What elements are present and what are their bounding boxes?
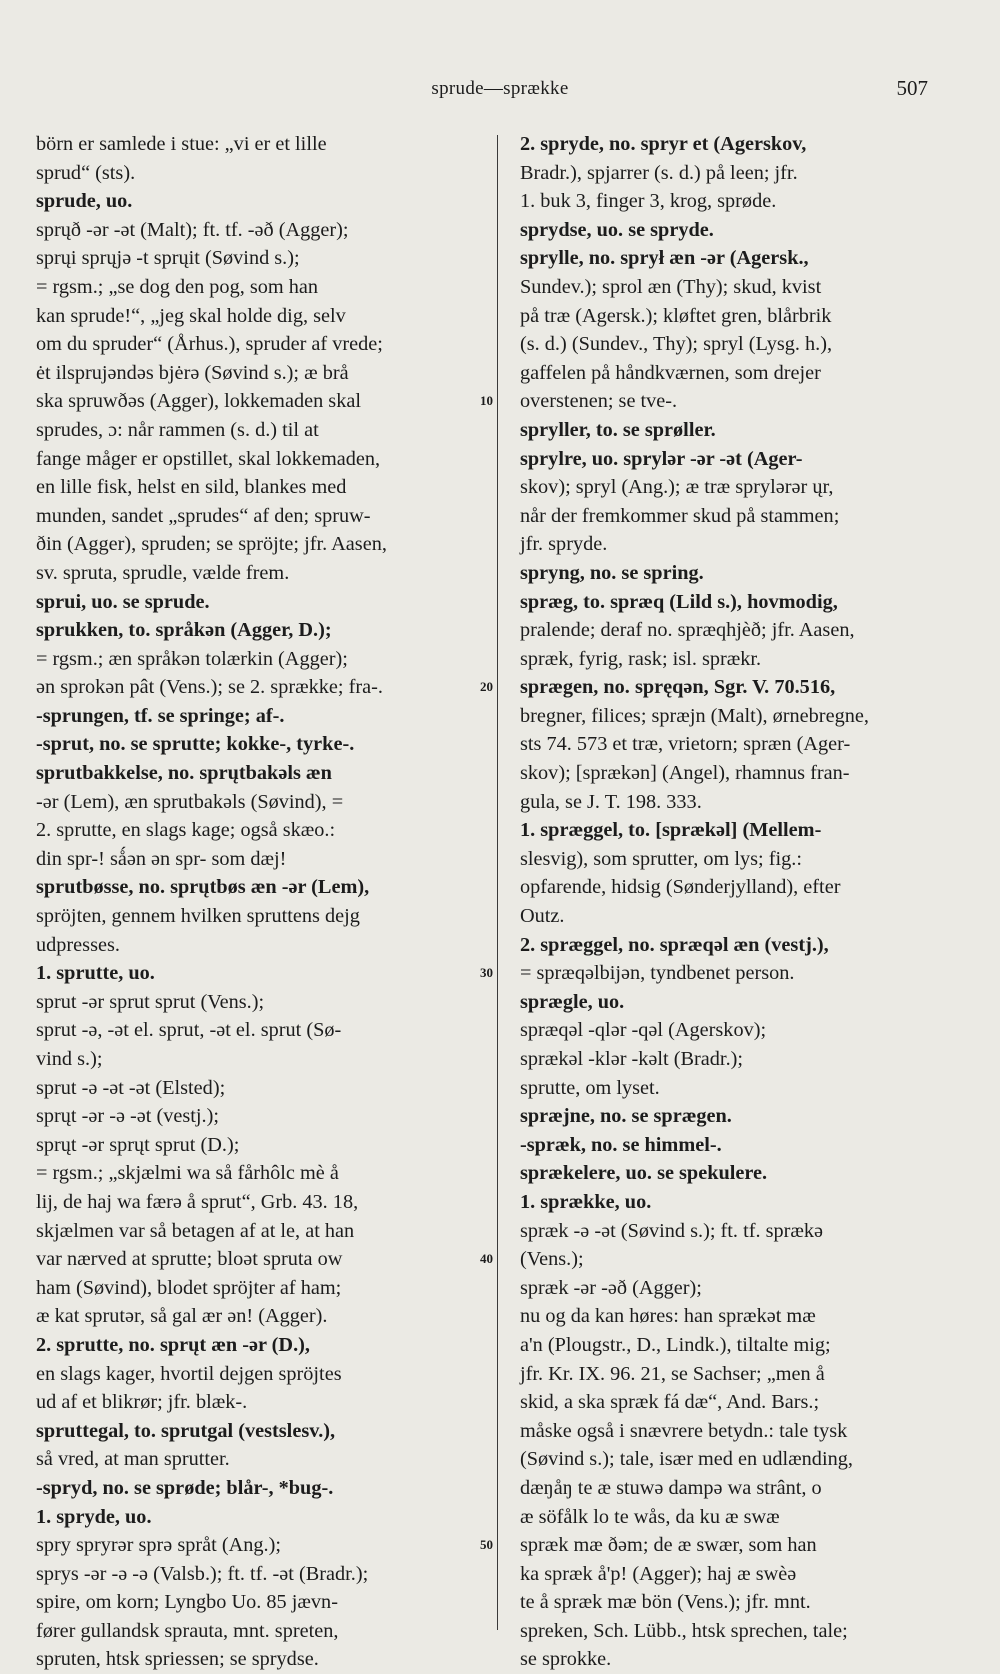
text-line: sprud“ (sts). (36, 161, 136, 184)
text-line: spræk -ər -əð (Agger); (520, 1276, 702, 1299)
text-line: spreken, Sch. Lübb., htsk sprechen, tale; (520, 1619, 848, 1642)
text-line: gula, se J. T. 198. 333. (520, 790, 702, 813)
text-line: spry spryrər sprə språt (Ang.); (36, 1534, 281, 1557)
text-line: spræg, to. spræq (Lild s.), hovmodig, (520, 590, 838, 613)
text-line: spræqəl -qlər -qəl (Agerskov); (520, 1019, 767, 1042)
line-number: 10 (480, 393, 493, 409)
text-line: sprækelere, uo. se spekulere. (520, 1162, 768, 1185)
text-line: Bradr.), spjarrer (s. d.) på leen; jfr. (520, 161, 798, 184)
text-line: sprydse, uo. se spryde. (520, 218, 714, 241)
text-line: sprųt -ər sprųt sprut (D.); (36, 1133, 240, 1156)
text-line: dæŋåŋ te æ stuwə dampə wa strânt, o (520, 1476, 822, 1499)
text-line: en slags kager, hvortil dejgen spröjtes (36, 1362, 342, 1385)
text-line: spræk mæ ðəm; de æ swær, som han (520, 1534, 817, 1557)
text-line: 2. spryde, no. spryr et (Agerskov, (520, 133, 807, 155)
text-line: sprudes, ɔ: når rammen (s. d.) til at (36, 418, 319, 441)
text-line: Outz. (520, 905, 565, 928)
text-line: sprækəl -klər -kəlt (Bradr.); (520, 1048, 744, 1070)
line-number: 20 (480, 679, 493, 695)
text-line: ud af et blikrør; jfr. blæk-. (36, 1391, 248, 1414)
text-line: = spræqəlbijən, tyndbenet person. (520, 962, 795, 985)
line-number: 30 (480, 965, 493, 981)
text-line: skov); spryl (Ang.); æ træ sprylərər ųr, (520, 476, 834, 499)
left-column (36, 130, 481, 1674)
text-line: sprukken, to. språkən (Agger, D.); (36, 619, 332, 642)
text-line: a'n (Plougstr., D., Lindk.), tiltalte mig; (520, 1333, 831, 1356)
text-line: -spryd, no. se sprøde; blår-, *bug-. (36, 1476, 334, 1499)
page-number: 507 (896, 76, 928, 100)
text-line: sprutbakkelse, no. sprųtbakəls æn (36, 762, 332, 785)
text-line: overstenen; se tve-. (520, 390, 678, 413)
text-line: slesvig), som sprutter, om lys; fig.: (520, 847, 802, 870)
text-line: ska spruwðəs (Agger), lokkemaden skal (36, 390, 361, 413)
text-line: sprut -ə, -ət el. sprut, -ət el. sprut (Sø- (36, 1019, 342, 1042)
text-line: skjælmen var så betagen af at le, at han (36, 1219, 355, 1242)
text-line: = rgsm.; æn språkən tolærkin (Agger); (36, 647, 348, 670)
text-line: spruten, htsk spriessen; se sprydse. (36, 1648, 319, 1671)
text-line: spræk -ə -ət (Søvind s.); ft. tf. sprækə (520, 1219, 824, 1242)
text-line: æ kat sprutər, så gal ær ən! (Agger). (36, 1305, 328, 1328)
text-line: udpresses. (36, 933, 120, 956)
line-number: 40 (480, 1251, 493, 1267)
text-line: sprægen, no. spręqən, Sgr. V. 70.516, (520, 676, 836, 699)
text-line: börn er samlede i stue: „vi er et lille (36, 133, 327, 155)
text-line: ham (Søvind), blodet spröjter af ham; (36, 1276, 342, 1299)
text-line: sprylle, no. sprył æn -ər (Agersk., (520, 247, 809, 270)
text-line: æ söfålk lo te wås, da ku æ swæ (520, 1505, 780, 1528)
text-line: sprut -ər sprut sprut (Vens.); (36, 990, 265, 1013)
text-line: ėt ilsprujəndəs bjėrə (Søvind s.); æ brå (36, 361, 349, 384)
text-line: spryller, to. se sprøller. (520, 418, 716, 441)
text-line: 2. spræggel, no. spræqəl æn (vestj.), (520, 933, 829, 956)
text-line: sprude, uo. (36, 190, 133, 213)
text-line: spröjten, gennem hvilken spruttens dejg (36, 905, 360, 928)
text-line: skid, a ska spræk fá dæ“, And. Bars.; (520, 1391, 820, 1414)
text-line: pralende; deraf no. spræqhjèð; jfr. Aasen, (520, 619, 855, 642)
text-line: 1. sprække, uo. (520, 1190, 652, 1213)
text-line: så vred, at man sprutter. (36, 1448, 230, 1471)
text-line: ən sprokən pât (Vens.); se 2. sprække; fra-. (36, 676, 383, 699)
text-line: (Søvind s.); tale, især med en udlænding, (520, 1448, 853, 1471)
text-line: måske også i snævrere betydn.: tale tysk (520, 1419, 848, 1442)
text-line: Sundev.); sprol æn (Thy); skud, kvist (520, 275, 822, 298)
text-line: (s. d.) (Sundev., Thy); spryl (Lysg. h.), (520, 333, 833, 356)
text-line: 1. spræggel, to. [sprækəl] (Mellem- (520, 819, 822, 842)
text-line: sprægle, uo. (520, 990, 625, 1013)
text-line: på træ (Agersk.); kløftet gren, blårbrik (520, 304, 832, 327)
text-line: sv. spruta, sprudle, vælde frem. (36, 561, 290, 584)
text-line: om du spruder“ (Århus.), spruder af vrede; (36, 333, 383, 356)
text-line: -ər (Lem), æn sprutbakəls (Søvind), = (36, 790, 344, 813)
text-line: 1. buk 3, finger 3, krog, sprøde. (520, 190, 777, 213)
text-line: te å spræk mæ bön (Vens.); jfr. mnt. (520, 1591, 811, 1614)
text-line: din spr-! sǻən ən spr- som dæj! (36, 847, 287, 870)
text-line: sprųt -ər -ə -ət (vestj.); (36, 1105, 220, 1128)
text-line: ðin (Agger), spruden; se spröjte; jfr. Aasen, (36, 533, 387, 556)
text-line: spruttegal, to. sprutgal (vestslesv.), (36, 1419, 336, 1442)
text-line: vind s.); (36, 1048, 103, 1070)
text-line: sprut -ə -ət -ət (Elsted); (36, 1076, 226, 1099)
text-line: en lille fisk, helst en sild, blankes med (36, 476, 347, 499)
text-line: spryng, no. se spring. (520, 561, 704, 584)
line-number: 50 (480, 1537, 493, 1553)
text-line: når der fremkommer skud på stammen; (520, 504, 840, 527)
text-line: sprylre, uo. sprylər -ər -ət (Ager- (520, 447, 803, 470)
text-line: jfr. Kr. IX. 96. 21, se Sachser; „men å (520, 1362, 825, 1385)
running-head: sprude—sprække (431, 78, 569, 99)
text-line: 1. spryde, uo. (36, 1505, 152, 1528)
text-line: 2. sprutte, no. sprųt æn -ər (D.), (36, 1333, 310, 1356)
text-line: -sprungen, tf. se springe; af-. (36, 704, 285, 727)
text-line: sprutbøsse, no. sprųtbøs æn -ər (Lem), (36, 876, 370, 899)
text-line: sprųi sprųjə -t sprųit (Søvind s.); (36, 247, 300, 270)
text-line: fange måger er opstillet, skal lokkemaden, (36, 447, 381, 470)
column-divider (497, 135, 498, 1630)
text-line: bregner, filices; spræjn (Malt), ørnebregne, (520, 704, 869, 727)
text-line: opfarende, hidsig (Sønderjylland), efter (520, 876, 841, 899)
text-line: nu og da kan høres: han sprækət mæ (520, 1305, 816, 1328)
text-line: = rgsm.; „skjælmi wa så fårhôlc mè å (36, 1162, 339, 1185)
text-line: var nærved at sprutte; bloət spruta ow (36, 1248, 343, 1271)
text-line: ka spræk å'p! (Agger); haj æ swèə (520, 1562, 797, 1585)
text-line: munden, sandet „sprudes“ af den; spruw- (36, 504, 371, 527)
text-line: 1. sprutte, uo. (36, 962, 155, 985)
right-column (520, 130, 960, 1674)
text-line: jfr. spryde. (520, 533, 608, 556)
text-line: (Vens.); (520, 1248, 584, 1271)
text-line: spire, om korn; Lyngbo Uo. 85 jævn- (36, 1591, 338, 1614)
text-line: -sprut, no. se sprutte; kokke-, tyrke-. (36, 733, 355, 756)
text-line: 2. sprutte, en slags kage; også skæo.: (36, 819, 336, 842)
text-line: spræjne, no. se sprægen. (520, 1105, 732, 1128)
text-line: = rgsm.; „se dog den pog, som han (36, 275, 319, 298)
text-line: gaffelen på håndkværnen, som drejer (520, 361, 821, 384)
text-line: -spræk, no. se himmel-. (520, 1133, 722, 1156)
text-line: sprui, uo. se sprude. (36, 590, 210, 613)
text-line: fører gullandsk sprauta, mnt. spreten, (36, 1619, 339, 1642)
text-line: sts 74. 573 et træ, vrietorn; spræn (Ager- (520, 733, 851, 756)
text-line: skov); [sprækən] (Angel), rhamnus fran- (520, 762, 850, 785)
text-line: sprys -ər -ə -ə (Valsb.); ft. tf. -ət (Bradr.); (36, 1562, 369, 1585)
text-line: se sprokke. (520, 1648, 612, 1671)
text-line: sprųð -ər -ət (Malt); ft. tf. -əð (Agger); (36, 218, 349, 241)
text-line: kan sprude!“, „jeg skal holde dig, selv (36, 304, 346, 327)
text-line: lij, de haj wa færə å sprut“, Grb. 43. 18, (36, 1190, 359, 1213)
text-line: sprutte, om lyset. (520, 1076, 660, 1099)
text-line: spræk, fyrig, rask; isl. sprækr. (520, 647, 762, 670)
